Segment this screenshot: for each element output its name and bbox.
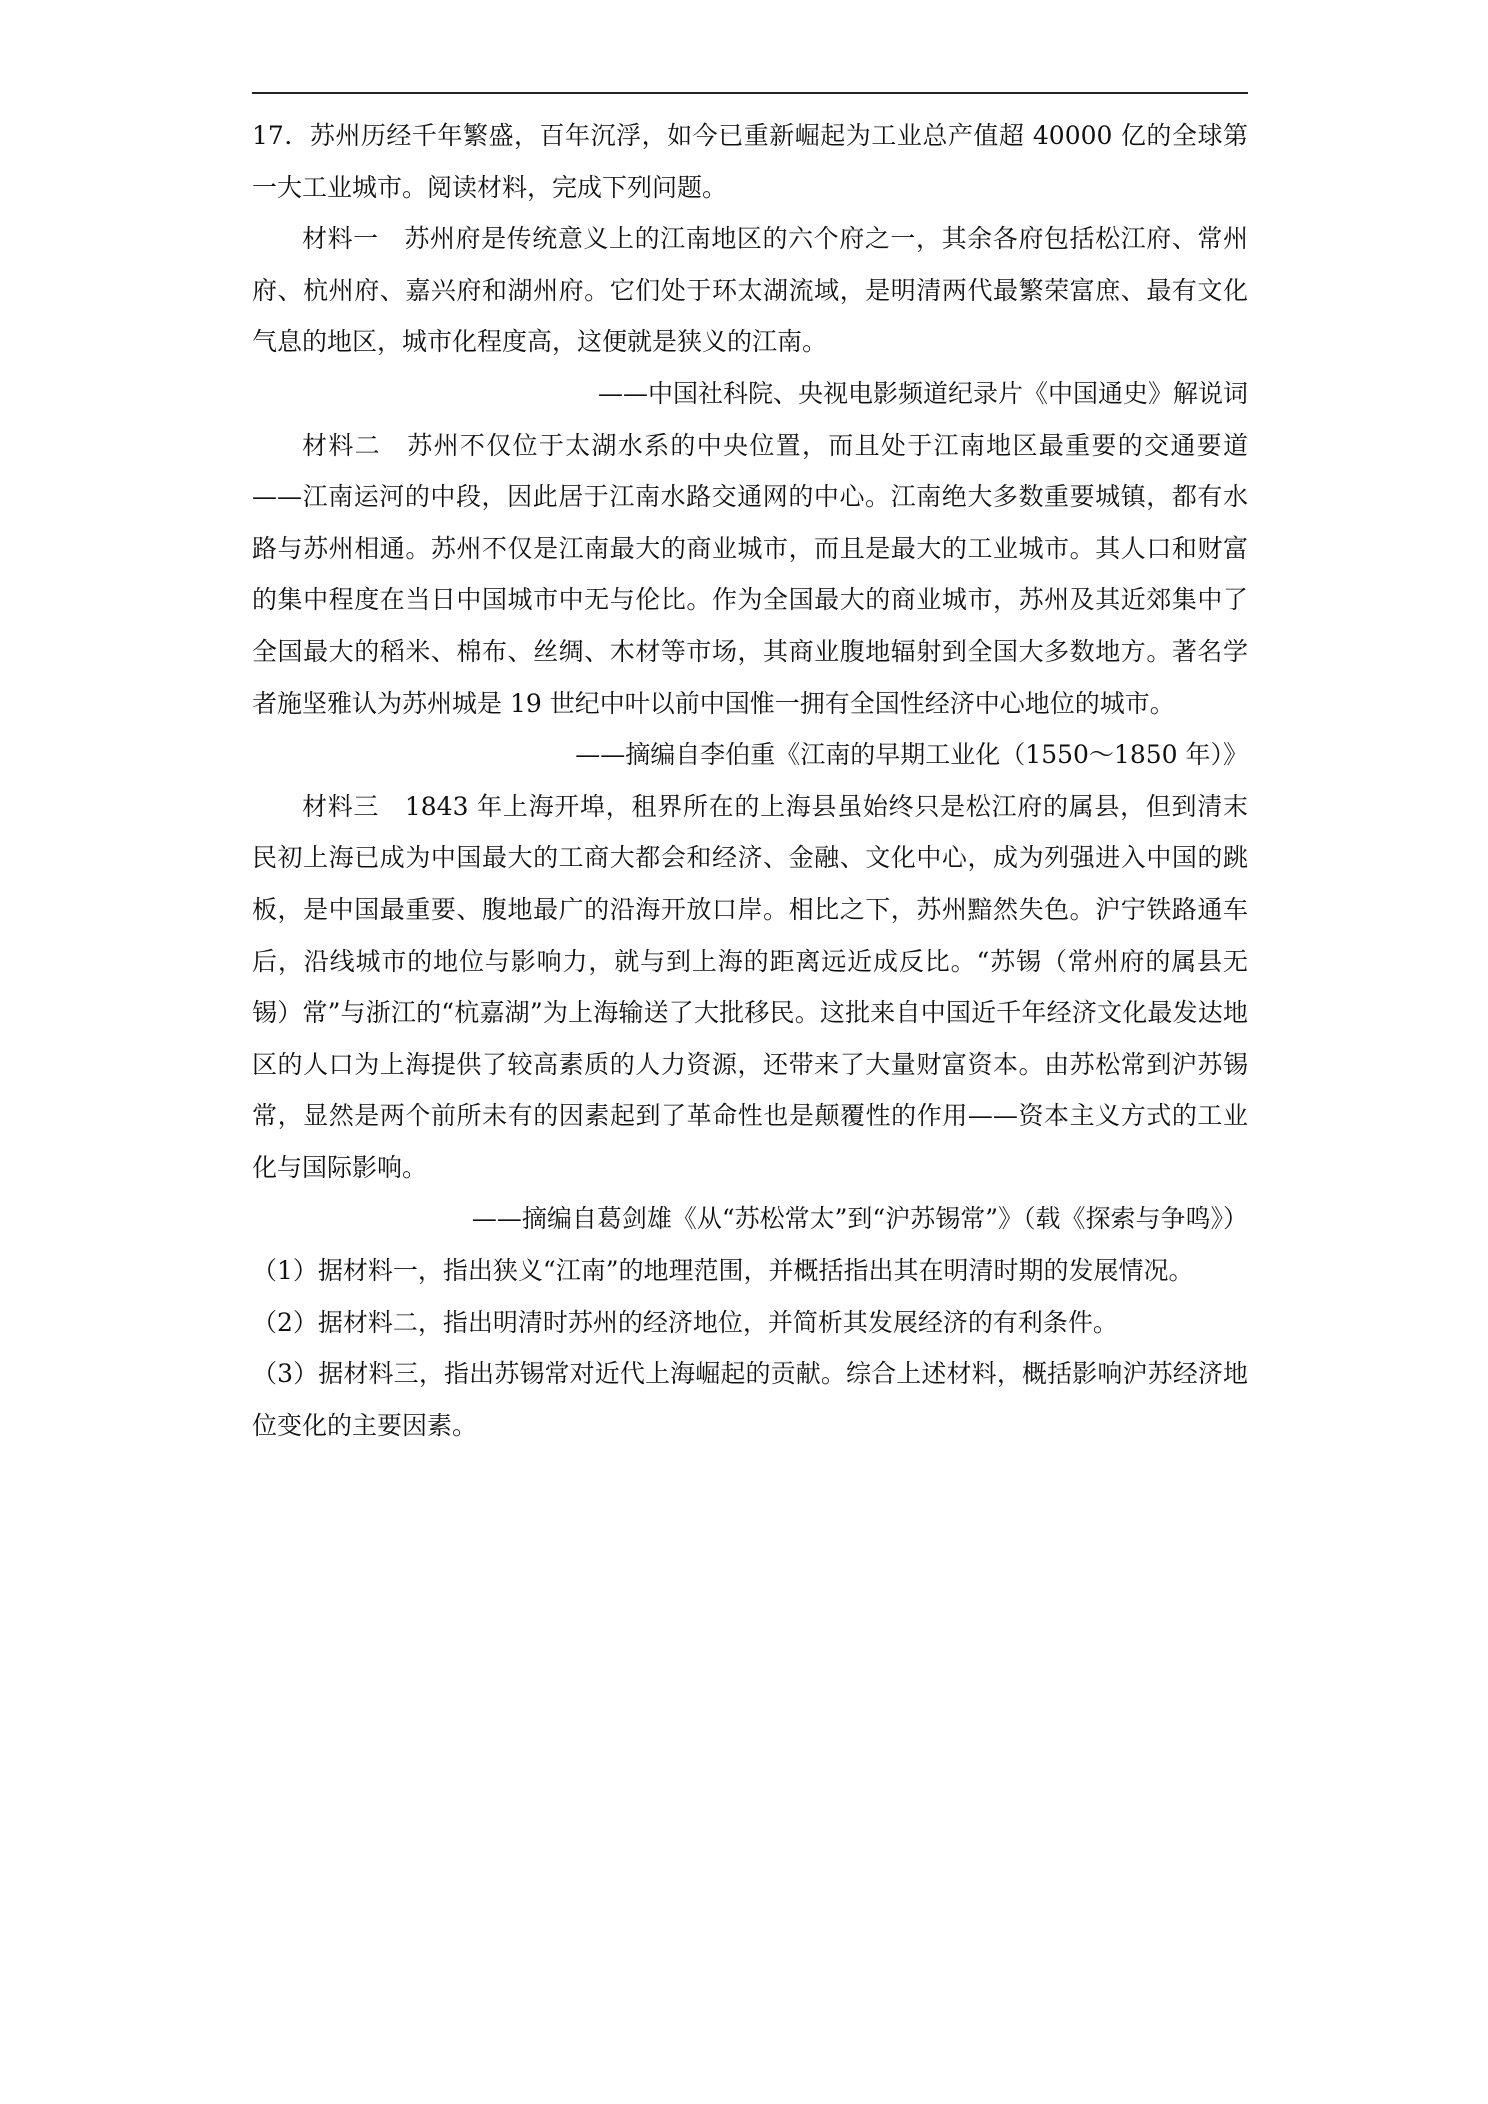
material-2-source: ——摘编自李伯重《江南的早期工业化（1550～1850 年）》 bbox=[575, 740, 1248, 770]
sub-question-1: （1）据材料一，指出狭义“江南”的地理范围，并概括指出其在明清时期的发展情况。 bbox=[252, 1256, 1194, 1286]
material-1-text: 材料一 苏州府是传统意义上的江南地区的六个府之一，其余各府包括松江府、常州府、杭州府、嘉兴府和湖州府。它们处于环太湖流域，是明清两代最繁荣富庶、最有文化气息的地区，城市化程度高，这便就是狭义的江南。 bbox=[252, 224, 1248, 357]
top-rule bbox=[252, 92, 1248, 94]
material-3-source: ——摘编自葛剑雄《从“苏松常太”到“沪苏锡常”》（载《探索与争鸣》） bbox=[471, 1204, 1248, 1234]
sub-question-2: （2）据材料二，指出明清时苏州的经济地位，并简析其发展经济的有利条件。 bbox=[252, 1307, 1118, 1337]
question-stem: 17．苏州历经千年繁盛，百年沉浮，如今已重新崛起为工业总产值超 40000 亿的全球第一大工业城市。阅读材料，完成下列问题。 bbox=[252, 121, 1248, 202]
material-1-source: ——中国社科院、央视电影频道纪录片《中国通史》解说词 bbox=[597, 378, 1248, 408]
material-3-text: 材料三 1843 年上海开埠，租界所在的上海县虽始终只是松江府的属县，但到清末民初上海已成为中国最大的工商大都会和经济、金融、文化中心，成为列强进入中国的跳板，是中国最重要、腹地最广的沿海开放口岸。相比之下，苏州黯然失色。沪宁铁路通车后，沿线城市的地位与影响力，就与到上海的距离远近成反比。“苏锡（常州府的属县无锡）常”与浙江的“杭嘉湖”为上海输送了大批移民。这批来自中国近千年经济文化最发达地区的人口为上海提供了较高素质的人力资源，还带来了大量财富资本。由苏松常到沪苏锡常，显然是两个前所未有的因素起到了革命性也是颠覆性的作用——资本主义方式的工业化与国际影响。 bbox=[252, 791, 1248, 1182]
question-content bbox=[252, 110, 1248, 1451]
sub-question-3: （3）据材料三，指出苏锡常对近代上海崛起的贡献。综合上述材料，概括影响沪苏经济地位变化的主要因素。 bbox=[252, 1359, 1248, 1440]
material-2-text: 材料二 苏州不仅位于太湖水系的中央位置，而且处于江南地区最重要的交通要道——江南运河的中段，因此居于江南水路交通网的中心。江南绝大多数重要城镇，都有水路与苏州相通。苏州不仅是江南最大的商业城市，而且是最大的工业城市。其人口和财富的集中程度在当日中国城市中无与伦比。作为全国最大的商业城市，苏州及其近郊集中了全国最大的稻米、棉布、丝绸、木材等市场，其商业腹地辐射到全国大多数地方。著名学者施坚雅认为苏州城是 19 世纪中叶以前中国惟一拥有全国性经济中心地位的城市。 bbox=[252, 430, 1248, 718]
